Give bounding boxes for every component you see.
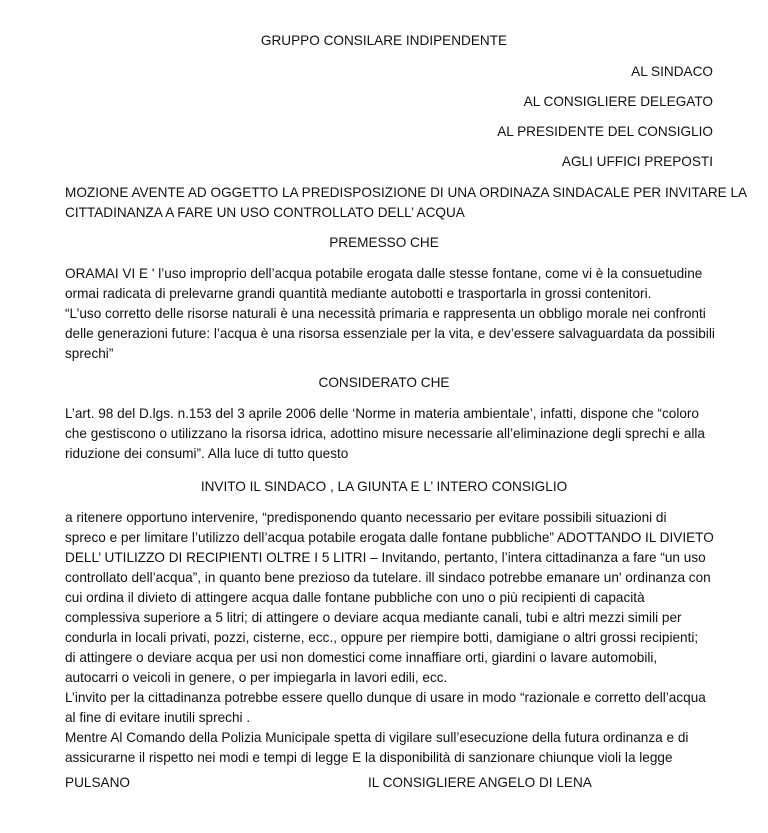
paragraph-line: delle generazioni future: l’acqua è una risorsa essenziale per la vita, e dev’essere salvaguardata da possibili xyxy=(65,326,715,341)
paragraph-line: sprechi” xyxy=(65,346,114,361)
paragraph-line: Mentre Al Comando della Polizia Municipale spetta di vigilare sull’esecuzione della futura ordinanza e di xyxy=(65,730,689,745)
paragraph-line: di attingere o deviare acqua per usi non domestici come innaffiare orti, giardini o lavare automobili, xyxy=(65,650,658,665)
paragraph-line: cui ordina il divieto di attingere acqua dalle fontane pubbliche con uno o più recipienti di capacità xyxy=(65,590,645,605)
paragraph-line: condurla in locali privati, pozzi, cisterne, ecc., oppure per riempire botti, damigiane o altri grossi recipienti; xyxy=(65,630,699,645)
subject-line: MOZIONE AVENTE AD OGGETTO LA PREDISPOSIZIONE DI UNA ORDINAZA SINDACALE PER INVITARE LA xyxy=(65,185,748,200)
paragraph-line: complessiva superiore a 5 litri; di attingere o deviare acqua mediante canali, tubi e altri mezzi simili per xyxy=(65,610,682,625)
heading-premesso: PREMESSO CHE xyxy=(329,235,439,250)
paragraph-line: DELL’ UTILIZZO DI RECIPIENTI OLTRE I 5 LITRI – Invitando, pertanto, l’intera cittadinanza a fare “un uso xyxy=(65,550,706,565)
recipient-presidente-consiglio: AL PRESIDENTE DEL CONSIGLIO xyxy=(497,124,713,139)
subject-line: CITTADINANZA A FARE UN USO CONTROLLATO DELL’ ACQUA xyxy=(65,205,465,220)
recipient-consigliere-delegato: AL CONSIGLIERE DELEGATO xyxy=(523,94,713,109)
premesso-paragraph xyxy=(65,264,725,364)
recipient-sindaco: AL SINDACO xyxy=(631,64,713,79)
footer-place: PULSANO xyxy=(65,775,130,790)
paragraph-line: L’invito per la cittadinanza potrebbe essere quello dunque di usare in modo “razionale e corretto dell’acqua xyxy=(65,690,706,705)
heading-considerato: CONSIDERATO CHE xyxy=(318,375,450,390)
paragraph-line: assicurarne il rispetto nei modi e tempi di legge E la disponibilità di sanzionare chiunque violi la legge xyxy=(65,750,673,765)
paragraph-line: spreco e per limitare l’utilizzo dell’acqua potabile erogata dalle fontane pubbliche” ADOTTANDO IL DIVIETO xyxy=(65,530,714,545)
group-title: GRUPPO CONSILARE INDIPENDENTE xyxy=(260,33,508,48)
paragraph-line: L’art. 98 del D.lgs. n.153 del 3 aprile 2006 delle ‘Norme in materia ambientale’, infatti, dispone che “coloro xyxy=(65,406,699,421)
paragraph-line: “L’uso corretto delle risorse naturali è una necessità primaria e rappresenta un obbligo morale nei confronti xyxy=(65,306,706,321)
invito-paragraph xyxy=(65,508,725,768)
footer-signature: IL CONSIGLIERE ANGELO DI LENA xyxy=(368,775,592,790)
motion-subject xyxy=(65,183,748,223)
paragraph-line: a ritenere opportuno intervenire, “predisponendo quanto necessario per evitare possibili situazioni di xyxy=(65,510,667,525)
paragraph-line: al fine di evitare inutili sprechi . xyxy=(65,710,251,725)
paragraph-line: riduzione dei consumi”. Alla luce di tutto questo xyxy=(65,446,349,461)
paragraph-line: ORAMAI VI E ' l’uso improprio dell’acqua potabile erogata dalle stesse fontane, come vi è la consuetudine xyxy=(65,266,703,281)
paragraph-line: che gestiscono o utilizzano la risorsa idrica, adottino misure necessarie all’eliminazione degli sprechi e alla xyxy=(65,426,705,441)
paragraph-line: controllato dell’acqua”, in quanto bene prezioso da tutelare. ill sindaco potrebbe emanare un' ordinanza con xyxy=(65,570,711,585)
heading-invito: INVITO IL SINDACO , LA GIUNTA E L’ INTERO CONSIGLIO xyxy=(200,479,568,494)
paragraph-line: ormai radicata di prelevarne grandi quantità mediante autobotti e trasportarla in grossi contenitori. xyxy=(65,286,652,301)
recipient-uffici-preposti: AGLI UFFICI PREPOSTI xyxy=(561,154,713,169)
considerato-paragraph xyxy=(65,404,725,464)
paragraph-line: autocarri o veicoli in genere, o per impiegarla in lavori edili, ecc. xyxy=(65,670,448,685)
